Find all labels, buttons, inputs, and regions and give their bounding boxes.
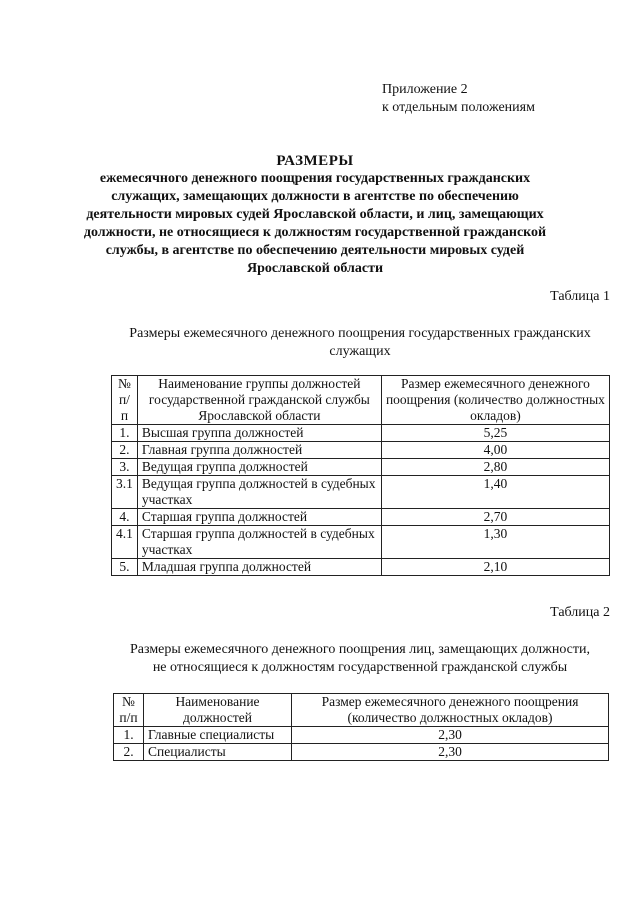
row-value: 5,25 [381,425,609,442]
row-value: 1,40 [381,476,609,509]
row-value: 1,30 [381,526,609,559]
table2-caption [100,641,620,677]
table1-header-row [112,376,610,425]
row-value: 4,00 [381,442,609,459]
table2-label: Таблица 2 [550,605,610,620]
appendix-line-1: Приложение 2 [382,82,468,97]
row-name: Младшая группа должностей [137,559,381,576]
row-name: Главные специалисты [144,727,292,744]
row-name: Старшая группа должностей в судебных участках [137,526,381,559]
row-num: 5. [112,559,138,576]
title-line-6: Ярославской области [246,261,384,276]
table1-header-num: № п/п [112,376,138,425]
table1 [111,375,610,576]
title-line-4: должности, не относящиеся к должностям государственной гражданской [83,225,547,240]
row-num: 3.1 [112,476,138,509]
title-main: РАЗМЕРЫ [276,153,354,169]
row-value: 2,70 [381,509,609,526]
table-row [112,442,610,459]
row-value: 2,80 [381,459,609,476]
row-num: 2. [114,744,144,761]
title-line-2: служащих, замещающих должности в агентстве по обеспечению [111,189,519,204]
row-num: 4. [112,509,138,526]
row-name: Высшая группа должностей [137,425,381,442]
title-line-3: деятельности мировых судей Ярославской области, и лиц, замещающих [86,207,544,222]
appendix-line-2: к отдельным положениям [382,100,535,115]
table2-header-num: № п/п [114,694,144,727]
table1-header-name: Наименование группы должностей государственной гражданской службы Ярославской области [137,376,381,425]
table1-caption [100,325,620,361]
row-num: 2. [112,442,138,459]
row-name: Старшая группа должностей [137,509,381,526]
document-title [80,152,550,278]
table2-caption-line-1: Размеры ежемесячного денежного поощрения лиц, замещающих должности, [129,642,591,657]
table1-label: Таблица 1 [550,289,610,304]
table1-header-size: Размер ежемесячного денежного поощрения (количество должностных окладов) [381,376,609,425]
row-value: 2,30 [292,744,609,761]
row-name: Ведущая группа должностей [137,459,381,476]
appendix-header [382,81,535,117]
title-line-5: службы, в агентстве по обеспечению деятельности мировых судей [105,243,525,258]
table2 [113,693,609,761]
table-row [114,744,609,761]
table2-header-row [114,694,609,727]
table-row [114,727,609,744]
row-name: Специалисты [144,744,292,761]
table2-caption-line-2: не относящиеся к должностям государственной гражданской службы [152,660,568,675]
table1-caption-line-2: служащих [329,344,391,359]
table-row [112,559,610,576]
table-row [112,476,610,509]
title-line-1: ежемесячного денежного поощрения государственных гражданских [99,171,531,186]
row-name: Ведущая группа должностей в судебных участках [137,476,381,509]
table2-header-name: Наименование должностей [144,694,292,727]
table-row [112,425,610,442]
row-num: 1. [112,425,138,442]
table1-caption-line-1: Размеры ежемесячного денежного поощрения государственных гражданских [129,326,591,341]
table-row [112,526,610,559]
row-num: 1. [114,727,144,744]
row-name: Главная группа должностей [137,442,381,459]
row-num: 4.1 [112,526,138,559]
table-row [112,459,610,476]
table-row [112,509,610,526]
row-num: 3. [112,459,138,476]
row-value: 2,10 [381,559,609,576]
row-value: 2,30 [292,727,609,744]
table2-header-size: Размер ежемесячного денежного поощрения (количество должностных окладов) [292,694,609,727]
